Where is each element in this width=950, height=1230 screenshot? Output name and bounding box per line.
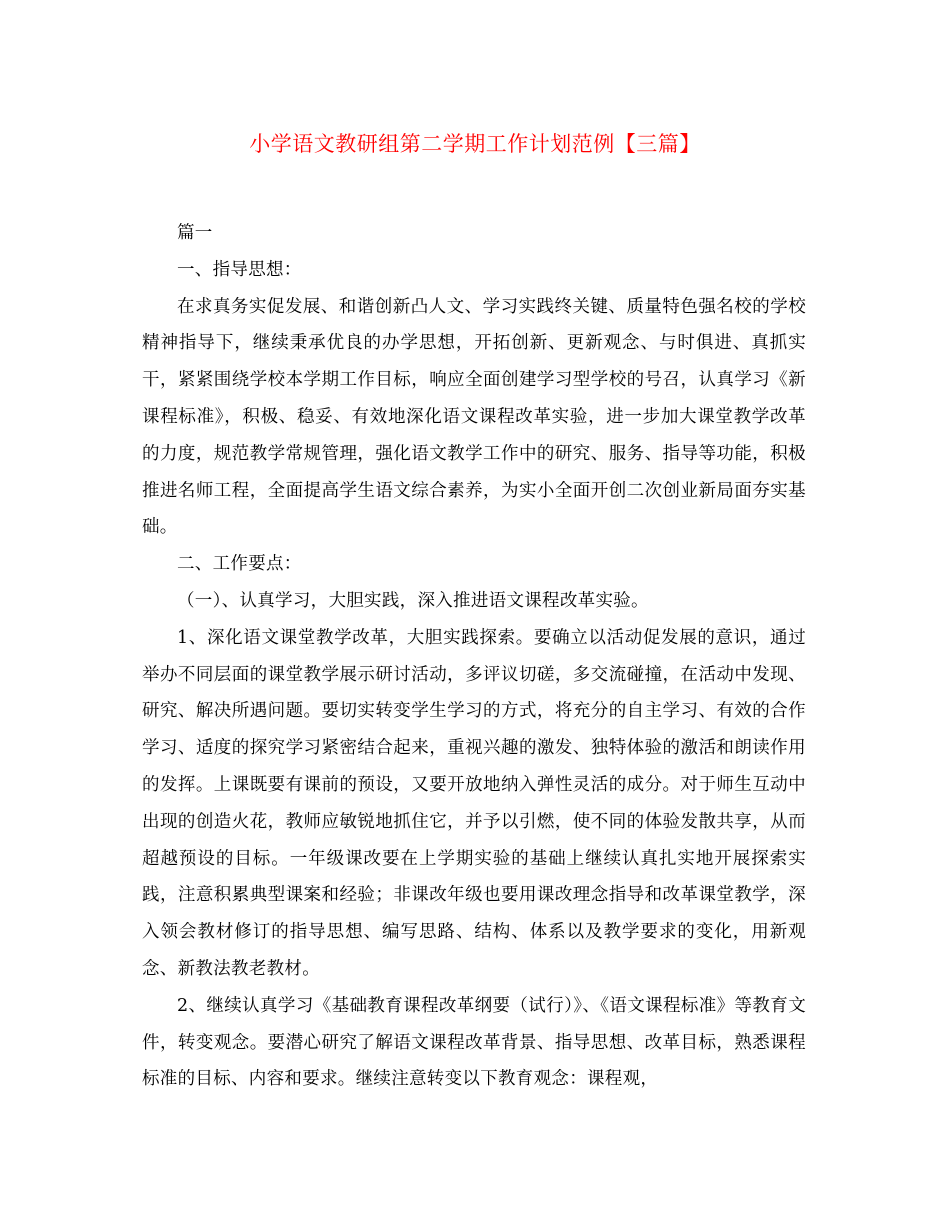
paragraph-item-1: 1、深化语文课堂教学改革，大胆实践探索。要确立以活动促发展的意识，通过举办不同层面的课堂教学展示研讨活动，多评议切磋，多交流碰撞，在活动中发现、研究、解决所遇问题。要切实转变学生学习的方式，将充分的自主学习、有效的合作学习、适度的探究学习紧密结合起来，重视兴趣的激发、独特体验的激活和朗读作用的发挥。上课既要有课前的预设，又要开放地纳入弹性灵活的成分。对于师生互动中出现的创造火花，教师应敏锐地抓住它，并予以引燃，使不同的体验发散共享，从而超越预设的目标。一年级课改要在上学期实验的基础上继续认真扎实地开展探索实践，注意积累典型课案和经验；非课改年级也要用课改理念指导和改革课堂教学，深入领会教材修订的指导思想、编写思路、结构、体系以及教学要求的变化，用新观念、新教法教老教材。 xyxy=(142,627,806,979)
document-title: 小学语文教研组第二学期工作计划范例【三篇】 xyxy=(249,132,701,156)
document-body xyxy=(142,215,806,1098)
paragraph-guiding-ideology: 在求真务实促发展、和谐创新凸人文、学习实践终关键、质量特色强名校的学校精神指导下，继续秉承优良的办学思想，开拓创新、更新观念、与时俱进、真抓实干，紧紧围绕学校本学期工作目标，响应全面创建学习型学校的号召，认真学习《新课程标准》，积极、稳妥、有效地深化语文课程改革实验，进一步加大课堂教学改革的力度，规范教学常规管理，强化语文教学工作中的研究、服务、指导等功能，积极推进名师工程，全面提高学生语文综合素养，为实小全面开创二次创业新局面夯实基础。 xyxy=(142,296,806,538)
paragraph-item-2: 2、继续认真学习《基础教育课程改革纲要（试行）》、《语文课程标准》等教育文件，转变观念。要潜心研究了解语文课程改革背景、指导思想、改革目标，熟悉课程标准的目标、内容和要求。继续注意转变以下教育观念：课程观， xyxy=(142,995,806,1090)
heading-guiding-ideology: 一、指导思想： xyxy=(177,259,302,280)
subheading-study-practice: （一）、认真学习，大胆实践，深入推进语文课程改革实验。 xyxy=(177,590,649,611)
heading-work-points: 二、工作要点： xyxy=(177,554,302,575)
section-heading-part-one: 篇一 xyxy=(177,223,213,243)
